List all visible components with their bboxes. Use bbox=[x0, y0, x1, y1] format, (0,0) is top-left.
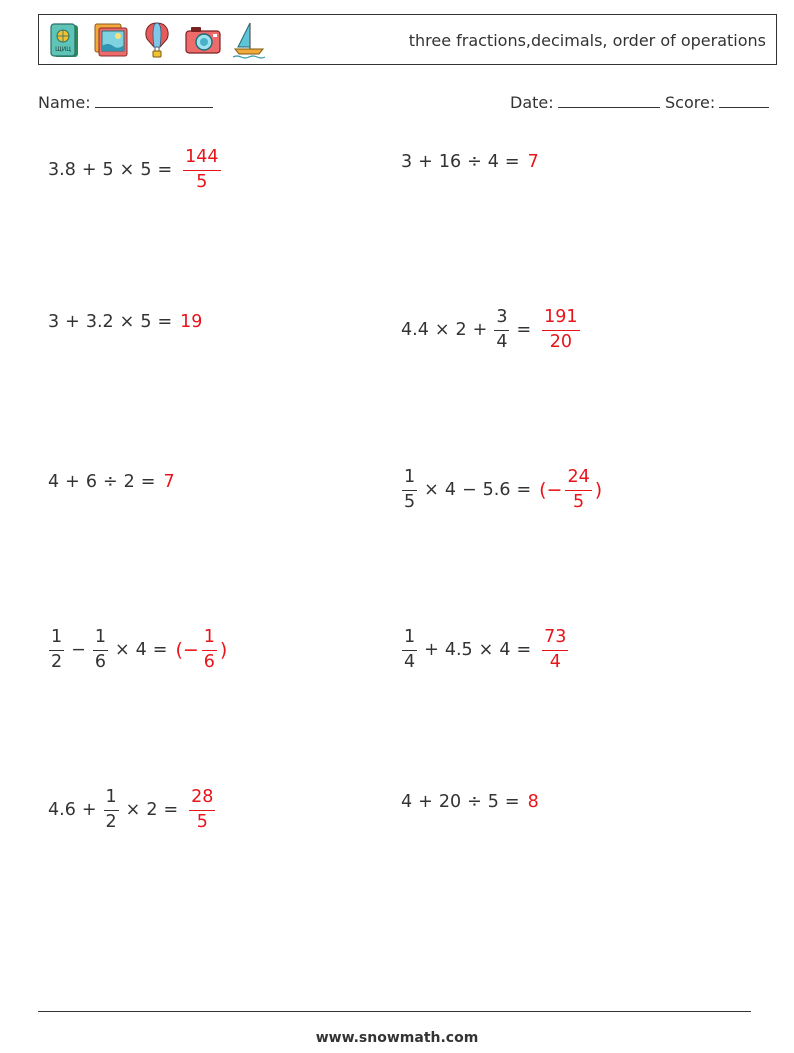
problem-3: 3 + 3.2 × 5 = 19 bbox=[48, 312, 203, 332]
problem-7: $\frac{1}{2}$ − $\frac{1}{6}$ × 4 = (− $\frac{1}{6}$ ) bbox=[51, 627, 228, 672]
answer-fraction: $\frac{1}{6}$ bbox=[203, 627, 215, 672]
date-label: Date: bbox=[510, 93, 554, 112]
problem-1: 3.8 + 5 × 5 = $\frac{144}{5}$ bbox=[46, 140, 224, 200]
answer-fraction: $\frac{24}{5}$ bbox=[567, 467, 590, 512]
fraction: $\frac{1}{4}$ bbox=[404, 627, 416, 672]
answer bbox=[539, 309, 582, 351]
score-blank-line[interactable] bbox=[719, 92, 769, 108]
problem-2: 3 + 16 ÷ 4 = 7 bbox=[401, 152, 539, 172]
name-label: Name: bbox=[38, 93, 91, 112]
problem-10: 4 + 20 ÷ 5 = 8 bbox=[401, 792, 539, 812]
answer: 7 bbox=[527, 152, 539, 172]
score-label: Score: bbox=[665, 93, 716, 112]
footer-divider bbox=[38, 1011, 751, 1012]
problem-6: $\frac{1}{5}$ × 4 − 5.6 = (− $\frac{24}{5}$ ) bbox=[404, 467, 603, 512]
sailboat-icon bbox=[229, 20, 269, 60]
worksheet-header bbox=[38, 14, 777, 65]
header-icons bbox=[45, 20, 269, 60]
problem-8: $\frac{1}{4}$ + 4.5 × 4 = $\frac{73}{4}$ bbox=[399, 620, 571, 680]
answer-fraction: $\frac{191}{20}$ bbox=[544, 307, 578, 352]
date-blank-line[interactable] bbox=[558, 92, 660, 108]
camera-icon bbox=[183, 20, 223, 60]
problem-5: 4 + 6 ÷ 2 = 7 bbox=[48, 472, 175, 492]
fraction: $\frac{3}{4}$ bbox=[496, 307, 508, 352]
answer: (− $\frac{1}{6}$ ) bbox=[175, 627, 228, 672]
answer bbox=[186, 789, 218, 831]
answer bbox=[539, 629, 571, 671]
problem-9: 4.6 + $\frac{1}{2}$ × 2 = $\frac{28}{5}$ bbox=[46, 780, 218, 840]
fraction: $\frac{1}{2}$ bbox=[51, 627, 63, 672]
answer-fraction: $\frac{144}{5}$ bbox=[185, 147, 219, 192]
answer: 7 bbox=[163, 472, 175, 492]
answer: 19 bbox=[180, 312, 203, 332]
fraction: $\frac{1}{5}$ bbox=[404, 467, 416, 512]
name-blank-line[interactable] bbox=[95, 92, 213, 108]
answer-fraction: $\frac{28}{5}$ bbox=[191, 787, 214, 832]
passport-icon bbox=[45, 20, 85, 60]
answer bbox=[180, 149, 223, 191]
fraction: $\frac{1}{2}$ bbox=[105, 787, 117, 832]
problem-4: 4.4 × 2 + $\frac{3}{4}$ = $\frac{191}{20}$ bbox=[399, 300, 583, 360]
fraction: $\frac{1}{6}$ bbox=[94, 627, 106, 672]
worksheet-title: three fractions,decimals, order of operations bbox=[408, 31, 766, 50]
photo-cards-icon bbox=[91, 20, 131, 60]
score-field[interactable] bbox=[665, 92, 769, 112]
answer-fraction: $\frac{73}{4}$ bbox=[544, 627, 567, 672]
footer-website[interactable]: www.snowmath.com bbox=[315, 1030, 479, 1046]
svg-text:ЩИЦ: ЩИЦ bbox=[55, 46, 71, 53]
date-field[interactable] bbox=[510, 92, 660, 112]
name-field[interactable] bbox=[38, 92, 213, 112]
answer: 8 bbox=[527, 792, 539, 812]
answer: (− $\frac{24}{5}$ ) bbox=[539, 467, 603, 512]
hot-air-balloon-icon bbox=[137, 20, 177, 60]
